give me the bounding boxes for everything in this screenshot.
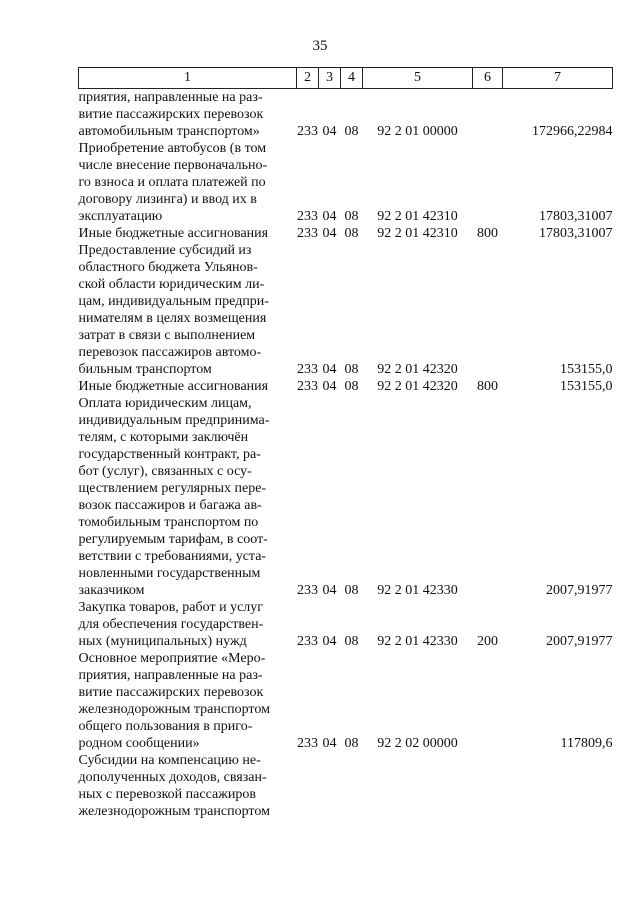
- code-subsection: 08: [344, 583, 359, 598]
- amount: 172966,22984: [532, 124, 613, 139]
- description-line: дополученных доходов, связан-: [78, 770, 267, 785]
- description-line: ществлением регулярных пере-: [78, 481, 267, 496]
- description-line: для обеспечения государствен-: [78, 617, 264, 632]
- description-line: Приобретение автобусов (в том: [78, 141, 267, 156]
- row-description: [79, 140, 297, 225]
- description-line: числе внесение первоначально-: [78, 158, 268, 173]
- code-target-article: [363, 752, 473, 820]
- row-description: [79, 650, 297, 752]
- amount: 2007,91977: [546, 634, 613, 649]
- description-line: договору лизинга) и ввод их в: [78, 192, 257, 207]
- code-expense-type: [473, 752, 503, 820]
- description-line: областного бюджета Ульянов-: [78, 260, 258, 275]
- code-section: 04: [322, 379, 337, 394]
- page-number: 35: [312, 38, 328, 54]
- description-line: Иные бюджетные ассигнования: [78, 226, 269, 241]
- code-target-article: 92 2 01 42330: [377, 634, 458, 649]
- code-expense-type: [473, 242, 503, 378]
- code-ministry: 233: [297, 124, 318, 139]
- description-line: затрат в связи с выполнением: [78, 328, 256, 343]
- code-ministry: 233: [297, 209, 318, 224]
- description-line: железнодорожным транспортом: [78, 702, 270, 717]
- table-row: [79, 395, 613, 599]
- row-description: [79, 225, 297, 242]
- header-col-4: 4: [341, 68, 363, 89]
- table-row: [79, 225, 613, 242]
- code-target-article: 92 2 01 42330: [377, 583, 458, 598]
- table-row: [79, 140, 613, 225]
- table-row: [79, 89, 613, 141]
- code-expense-type: [473, 650, 503, 752]
- code-expense-type: 800: [477, 379, 498, 394]
- code-subsection: 08: [344, 379, 359, 394]
- code-ministry: 233: [297, 379, 318, 394]
- description-line: цам, индивидуальным предпри-: [78, 294, 269, 309]
- table-body: [79, 89, 613, 821]
- amount: 153155,0: [560, 379, 613, 394]
- description-line: Основное мероприятие «Меро-: [78, 651, 266, 666]
- code-expense-type: [473, 89, 503, 141]
- code-target-article: 92 2 01 42310: [377, 209, 458, 224]
- description-line: эксплуатацию: [78, 209, 163, 224]
- table-row: [79, 752, 613, 820]
- description-line: приятия, направленные на раз-: [78, 90, 263, 105]
- description-line: Субсидии на компенсацию не-: [78, 753, 261, 768]
- amount: 117809,6: [560, 736, 613, 751]
- description-line: железнодорожным транспортом: [78, 804, 270, 819]
- description-line: го взноса и оплата платежей по: [78, 175, 266, 190]
- description-line: государственный контракт, ра-: [78, 447, 261, 462]
- code-expense-type: [473, 140, 503, 225]
- row-description: [79, 242, 297, 378]
- code-section: 04: [322, 362, 337, 377]
- budget-table: [78, 67, 613, 820]
- description-line: бильным транспортом: [78, 362, 212, 377]
- description-line: автомобильным транспортом»: [78, 124, 260, 139]
- table-row: [79, 650, 613, 752]
- code-section: 04: [322, 209, 337, 224]
- code-target-article: 92 2 01 42310: [377, 226, 458, 241]
- description-line: Предоставление субсидий из: [78, 243, 252, 258]
- code-subsection: 08: [344, 362, 359, 377]
- header-col-1: 1: [79, 68, 297, 89]
- row-description: [79, 378, 297, 395]
- description-line: Закупка товаров, работ и услуг: [78, 600, 264, 615]
- code-expense-type: 800: [477, 226, 498, 241]
- description-line: телям, с которыми заключён: [78, 430, 249, 445]
- description-line: индивидуальным предпринима-: [78, 413, 270, 428]
- row-description: [79, 599, 297, 650]
- code-section: [319, 752, 341, 820]
- table-header-row: [79, 68, 613, 89]
- description-line: общего пользования в приго-: [78, 719, 253, 734]
- code-subsection: 08: [344, 226, 359, 241]
- header-col-3: 3: [319, 68, 341, 89]
- code-expense-type: [473, 395, 503, 599]
- header-col-7: 7: [503, 68, 613, 89]
- amount: 153155,0: [560, 362, 613, 377]
- description-line: регулируемым тарифам, в соот-: [78, 532, 268, 547]
- amount: 17803,31007: [539, 209, 613, 224]
- code-subsection: [341, 752, 363, 820]
- description-line: витие пассажирских перевозок: [78, 685, 264, 700]
- header-col-6: 6: [473, 68, 503, 89]
- table-row: [79, 599, 613, 650]
- code-target-article: 92 2 01 00000: [377, 124, 458, 139]
- code-ministry: 233: [297, 226, 318, 241]
- description-line: витие пассажирских перевозок: [78, 107, 264, 122]
- code-ministry: 233: [297, 634, 318, 649]
- table-row: [79, 378, 613, 395]
- code-ministry: 233: [297, 583, 318, 598]
- code-section: 04: [322, 583, 337, 598]
- code-target-article: 92 2 01 42320: [377, 362, 458, 377]
- description-line: возок пассажиров и багажа ав-: [78, 498, 262, 513]
- row-description: [79, 89, 297, 141]
- code-ministry: [297, 752, 319, 820]
- code-target-article: 92 2 01 42320: [377, 379, 458, 394]
- code-subsection: 08: [344, 209, 359, 224]
- description-line: Иные бюджетные ассигнования: [78, 379, 269, 394]
- code-section: 04: [322, 124, 337, 139]
- code-subsection: 08: [344, 124, 359, 139]
- description-line: ных с перевозкой пассажиров: [78, 787, 256, 802]
- description-line: новленными государственным: [78, 566, 261, 581]
- amount: 2007,91977: [546, 583, 613, 598]
- description-line: перевозок пассажиров автомо-: [78, 345, 262, 360]
- description-line: Оплата юридическим лицам,: [78, 396, 252, 411]
- description-line: ской области юридическим ли-: [78, 277, 265, 292]
- description-line: родном сообщении»: [78, 736, 200, 751]
- row-description: [79, 395, 297, 599]
- amount: 17803,31007: [539, 226, 613, 241]
- code-target-article: 92 2 02 00000: [377, 736, 458, 751]
- description-line: томобильным транспортом по: [78, 515, 259, 530]
- header-col-2: 2: [297, 68, 319, 89]
- code-expense-type: 200: [477, 634, 498, 649]
- code-ministry: 233: [297, 362, 318, 377]
- code-subsection: 08: [344, 634, 359, 649]
- row-description: [79, 752, 297, 820]
- code-section: 04: [322, 736, 337, 751]
- description-line: заказчиком: [78, 583, 145, 598]
- table-row: [79, 242, 613, 378]
- amount: [503, 752, 613, 820]
- header-col-5: 5: [363, 68, 473, 89]
- code-subsection: 08: [344, 736, 359, 751]
- description-line: приятия, направленные на раз-: [78, 668, 263, 683]
- description-line: ветствии с требованиями, уста-: [78, 549, 267, 564]
- description-line: нимателям в целях возмещения: [78, 311, 267, 326]
- description-line: бот (услуг), связанных с осу-: [78, 464, 252, 479]
- description-line: ных (муниципальных) нужд: [78, 634, 247, 649]
- code-section: 04: [322, 634, 337, 649]
- code-section: 04: [322, 226, 337, 241]
- code-ministry: 233: [297, 736, 318, 751]
